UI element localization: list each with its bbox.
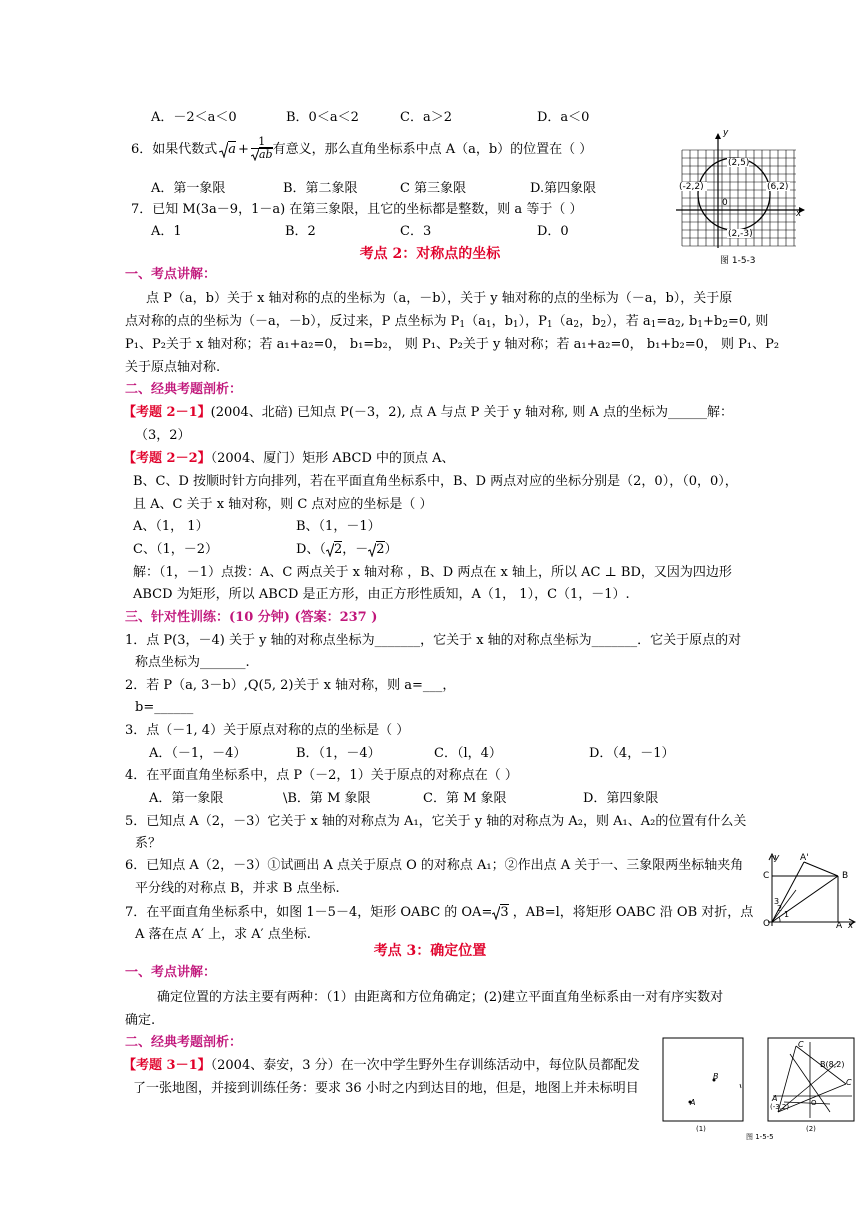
fig154-x: x (848, 921, 854, 931)
example-2-1 (123, 404, 707, 422)
fig155-a-coord: (-3,2) (770, 1103, 790, 1111)
section2-para-line4: 关于原点轴对称. (125, 360, 221, 375)
fig153-point-right: (6,2) (767, 182, 789, 192)
q6-option-c: C 第三象限 (400, 181, 467, 196)
q6-expr-a: a (228, 142, 237, 157)
training-2-line2: b=______ (135, 700, 194, 715)
q6-option-b: B．第二象限 (283, 181, 358, 196)
training-7-line2: A 落在点 A′ 上，求 A′ 点坐标. (135, 927, 311, 942)
section2-heading-examples: 二、经典考题剖析： (125, 382, 243, 397)
fig154-angle-2: 2 (777, 904, 783, 913)
fig155-caption: 图 1-5-5 (746, 1133, 774, 1141)
training-4-option-a: A．第一象限 (149, 791, 224, 806)
training-4-stem: 4．在平面直角坐标系中，点 P（－2，1）关于原点的对称点在（ ） (125, 768, 518, 783)
section2-title: 考点 2：对称点的坐标 (359, 246, 501, 262)
figure-1-5-5 (660, 1032, 858, 1144)
training-1-line2: 称点坐标为_______. (135, 655, 250, 670)
training-3-option-c: C．（l，4） (434, 746, 502, 761)
example-2-2-option-a: A、（1， 1） (133, 519, 209, 534)
q7-option-c: C．3 (400, 224, 432, 239)
fig155-c-right: C (846, 1078, 852, 1087)
example-2-2-tag: 【考题 2－2】 (123, 451, 211, 466)
sqrt-sign-icon (326, 543, 334, 557)
q7-option-d: D．0 (537, 224, 569, 239)
q6-option-a: A．第一象限 (151, 181, 226, 196)
fig153-point-bottom: (2,-3) (728, 229, 753, 239)
example-2-2-option-b: B、（1，－1） (296, 519, 381, 534)
figure-1-5-4 (760, 852, 856, 932)
q6-prefix: 6．如果代数式 (131, 142, 218, 157)
example-2-2-solution-line1: 解：（1，－1）点拨：A、C 两点关于 x 轴对称 ，B、D 两点在 x 轴上，所以 AC ⊥ BD，又因为四边形 (133, 565, 732, 580)
training-3-option-d: D．（4，－1） (589, 746, 675, 761)
q7-stem: 7．已知 M(3a－9，1－a) 在第三象限，且它的坐标都是整数，则 a 等于（ ） (131, 202, 583, 217)
fig153-point-left: (-2,2) (679, 182, 704, 192)
example-2-2-line1: 【考题 2－2】（2004、厦门）矩形 ABCD 中的顶点 A、 (123, 451, 455, 466)
section2-para-line3: P₁、P₂关于 x 轴对称；若 a₁+a₂=0， b₁=b₂， 则 P₁、P₂关于 y 轴对称；若 a₁+a₂=0， b₁+b₂=0， 则 P₁、P₂ (125, 337, 780, 352)
q6-frac-den: ab (258, 148, 273, 161)
fig153-point-top: (2,5) (728, 158, 750, 168)
training-2-line1: 2．若 P（a, 3－b）,Q(5, 2)关于 x 轴对称，则 a=___， (125, 678, 456, 693)
q6-option-d: D.第四象限 (530, 181, 597, 196)
training-4-option-d: D．第四象限 (583, 791, 659, 806)
training-6-line1: 6．已知点 A（2，－3）①试画出 A 点关于原点 O 的对称点 A₁；②作出点 A 关于一、三象限两坐标轴夹角 (125, 858, 744, 873)
q5-option-a: A．－2＜a＜0 (151, 110, 237, 125)
section3-title: 考点 3：确定位置 (373, 943, 487, 959)
q6-fraction (251, 136, 273, 161)
q6-stem (131, 137, 592, 162)
q6-plus: + (238, 142, 249, 157)
sqrt-sign-icon (492, 906, 500, 920)
example-2-2-option-c: C、（1，－2） (133, 542, 218, 557)
training-3-stem: 3．点（－1, 4）关于原点对称的点的坐标是（ ） (125, 723, 410, 738)
example-2-2-line3: 且 A、C 关于 x 轴对称，则 C 点对应的坐标是（ ） (133, 497, 433, 512)
fig155-p1-a: A (690, 1098, 696, 1107)
fig154-b: B (842, 871, 849, 881)
section3-heading-examples: 二、经典考题剖析： (125, 1035, 243, 1050)
fig155-p1-b: B (713, 1072, 719, 1081)
fig154-c: C (763, 871, 770, 881)
training-3-option-b: B．（1，－4） (296, 746, 381, 761)
example-2-2-line2: B、C、D 按顺时针方向排列，若在平面直角坐标系中，B、D 两点对应的坐标分别是（2，0），（0，0）， (133, 474, 738, 489)
fig154-y: y (774, 853, 780, 863)
section2-heading-training: 三、针对性训练：(10 分钟) (答案：237 ) (125, 610, 378, 625)
training-4-option-b: \B．第 M 象限 (283, 791, 371, 806)
q5-option-c: C．a＞2 (400, 110, 452, 125)
fig155-b82: B(8,2) (820, 1060, 845, 1069)
example-2-1-solution: （3，2） (135, 428, 191, 443)
sqrt-sign-icon (219, 142, 228, 158)
fig154-angle-1: 1 (784, 910, 790, 919)
training-6-line2: 平分线的对称点 B，并求 B 点坐标. (135, 881, 340, 896)
q7-option-b: B．2 (285, 224, 316, 239)
fig153-x-label: x (796, 209, 802, 219)
example-2-2-option-d: D、（ 2，－ 2） (296, 542, 398, 557)
example-2-1-tag: 【考题 2－1】 (123, 405, 211, 420)
training-5-line2: 系？ (135, 836, 162, 851)
example-3-1-line1: 【考题 3－1】（2004、泰安，3 分）在一次中学生野外生存训练活动中，每位队员都配发 (123, 1058, 640, 1073)
example-3-1-line2: 了一张地图，并接到训练任务：要求 36 小时之内到达目的地，但是，地图上并未标明目 (133, 1081, 639, 1096)
fig155-origin: O (811, 1099, 817, 1107)
section2-para-line2: 点对称的点的坐标为（－a，－b），反过来，P 点坐标为 $P_1(a_1$，$b_1$），$P_1(a_2$，$b_2$），若 $a_1=a_2$, $b_1+b_2=0$, 则 (125, 314, 769, 330)
fig154-o: O (763, 919, 771, 929)
section3-heading-explain: 一、考点讲解： (125, 965, 217, 980)
training-7-line1: 7．在平面直角坐标系中，如图 1－5－4，矩形 OABC 的 OA= 3 ，AB=l，将矩形 OABC 沿 OB 对折，点 (125, 905, 754, 920)
training-3-option-a: A．（－1，－4） (149, 746, 247, 761)
sqrt-sign-icon (251, 149, 259, 161)
fig154-angle-3: 3 (774, 897, 780, 906)
fig154-a: A (836, 921, 843, 931)
fig155-label-1: (1) (696, 1125, 706, 1133)
section2-para-line1: 点 P（a，b）关于 x 轴对称的点的坐标为（a，－b），关于 y 轴对称的点的坐标为（－a，b），关于原 (146, 291, 733, 306)
q6-radical-a (219, 141, 236, 159)
q7-option-a: A．1 (151, 224, 182, 239)
fig155-label-2: (2) (806, 1125, 816, 1133)
training-4-option-c: C．第 M 象限 (423, 791, 507, 806)
fig153-caption: 图 1-5-3 (720, 256, 756, 266)
q6-postfix: 有意义，那么直角坐标系中点 A（a，b）的位置在（ ） (272, 142, 593, 157)
training-5-line1: 5．已知点 A（2，－3）它关于 x 轴的对称点为 A₁，它关于 y 轴的对称点为 A₂，则 A₁、A₂的位置有什么关 (125, 814, 747, 829)
q5-option-b: B．0＜a＜2 (286, 110, 359, 125)
section3-para-line1: 确定位置的方法主要有两种：（1）由距离和方位角确定；(2)建立平面直角坐标系由一对有序实数对 (157, 990, 724, 1005)
section3-para-line2: 确定. (125, 1013, 156, 1028)
fig153-origin: 0 (722, 198, 728, 208)
example-2-1-solution-label: 解： (707, 405, 734, 420)
sqrt-sign-icon (368, 543, 376, 557)
map-location-diagram (660, 1032, 858, 1144)
example-3-1-tag: 【考题 3－1】 (123, 1058, 211, 1073)
fig155-a-left: A (772, 1094, 778, 1103)
fig155-c-top: C (798, 1040, 804, 1049)
section2-heading-explain: 一、考点讲解： (125, 267, 217, 282)
example-2-2-solution-line2: ABCD 为矩形，所以 ABCD 是正方形，由正方形性质知，A（1， 1），C（1，－1）. (133, 587, 630, 602)
fig154-a-prime: A' (800, 853, 809, 863)
example-2-1-text: (2004、北碚) 已知点 P(－3，2), 点 A 与点 P 关于 y 轴对称, 则 A 点的坐标为______ (210, 405, 708, 420)
q5-option-d: D．a＜0 (537, 110, 590, 125)
q6-frac-num: 1 (251, 136, 273, 149)
fig153-y-label: y (723, 128, 729, 138)
training-1-line1: 1．点 P(3，－4) 关于 y 轴的对称点坐标为_______，它关于 x 轴的对称点坐标为_______．它关于原点的对 (125, 633, 742, 648)
